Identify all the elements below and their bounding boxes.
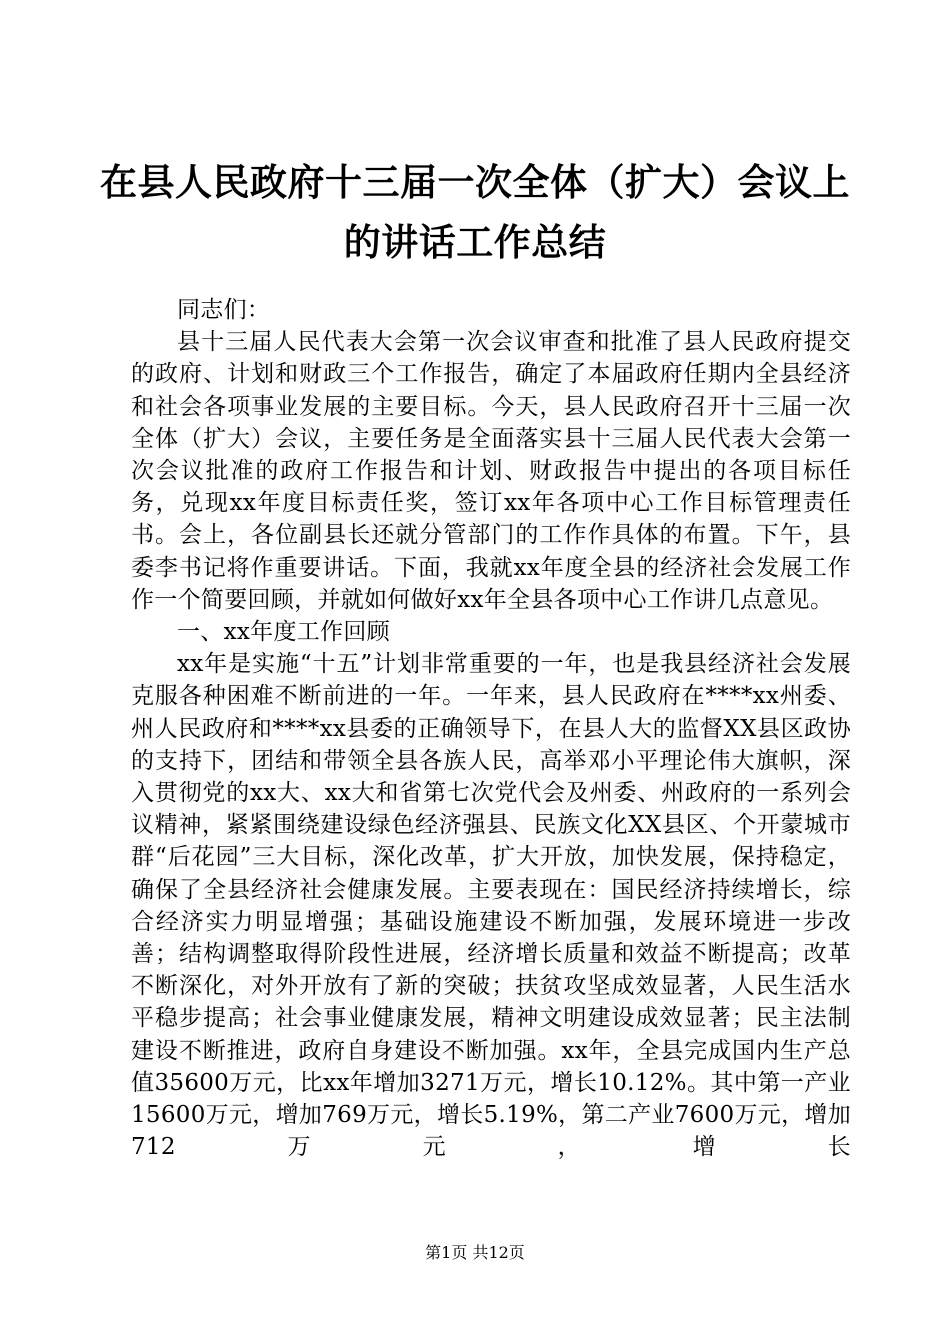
title-line-2: 的讲话工作总结 xyxy=(343,220,607,264)
document-body xyxy=(131,294,851,1163)
section-heading: 一、xx年度工作回顾 xyxy=(177,619,390,646)
salutation-paragraph: 同志们： xyxy=(177,297,271,323)
title-line-1: 在县人民政府十三届一次全体（扩大）会议上 xyxy=(100,160,850,204)
review-paragraph: xx年是实施“十五”计划非常重要的一年，也是我县经济社会发展克服各种困难不断前进的一年。一年来，县人民政府在****xx州委、州人民政府和****xx县委的正确领导下，在县人大的监督XX县区政协的支持下，团结和带领全县各族人民，高举邓小平理论伟大旗帜，深入贯彻党的xx大、xx大和省第七次党代会及州委、州政府的一系列会议精神，紧紧围绕建设绿色经济强县、民族文化XX县区、个开蒙城市群“后花园”三大目标，深化改革，扩大开放，加快发展，保持稳定，确保了全县经济社会健康发展。主要表现在：国民经济持续增长，综合经济实力明显增强；基础设施建设不断加强，发展环境进一步改善；结构调整取得阶段性进展，经济增长质量和效益不断提高；改革不断深化，对外开放有了新的突破；扶贫攻坚成效显著，人民生活水平稳步提高；社会事业健康发展，精神文明建设成效显著；民主法制建设不断推进，政府自身建设不断加强。xx年，全县完成国内生产总值35600万元，比xx年增加3271万元，增长10.12%。其中第一产业15600万元，增加769万元，增长5.19%，第二产业7600万元，增加712万元，增长 xyxy=(131,651,851,1161)
page-footer: 第1页 共12页 xyxy=(425,1243,525,1262)
document-title xyxy=(90,152,860,272)
intro-paragraph: 县十三届人民代表大会第一次会议审查和批准了县人民政府提交的政府、计划和财政三个工作报告，确定了本届政府任期内全县经济和社会各项事业发展的主要目标。今天，县人民政府召开十三届一次全体（扩大）会议，主要任务是全面落实县十三届人民代表大会第一次会议批准的政府工作报告和计划、财政报告中提出的各项目标任务，兑现xx年度目标责任奖，签订xx年各项中心工作目标管理责任书。会上，各位副县长还就分管部门的工作作具体的布置。下午，县委李书记将作重要讲话。下面，我就xx年度全县的经济社会发展工作作一个简要回顾，并就如何做好xx年全县各项中心工作讲几点意见。 xyxy=(131,329,851,613)
